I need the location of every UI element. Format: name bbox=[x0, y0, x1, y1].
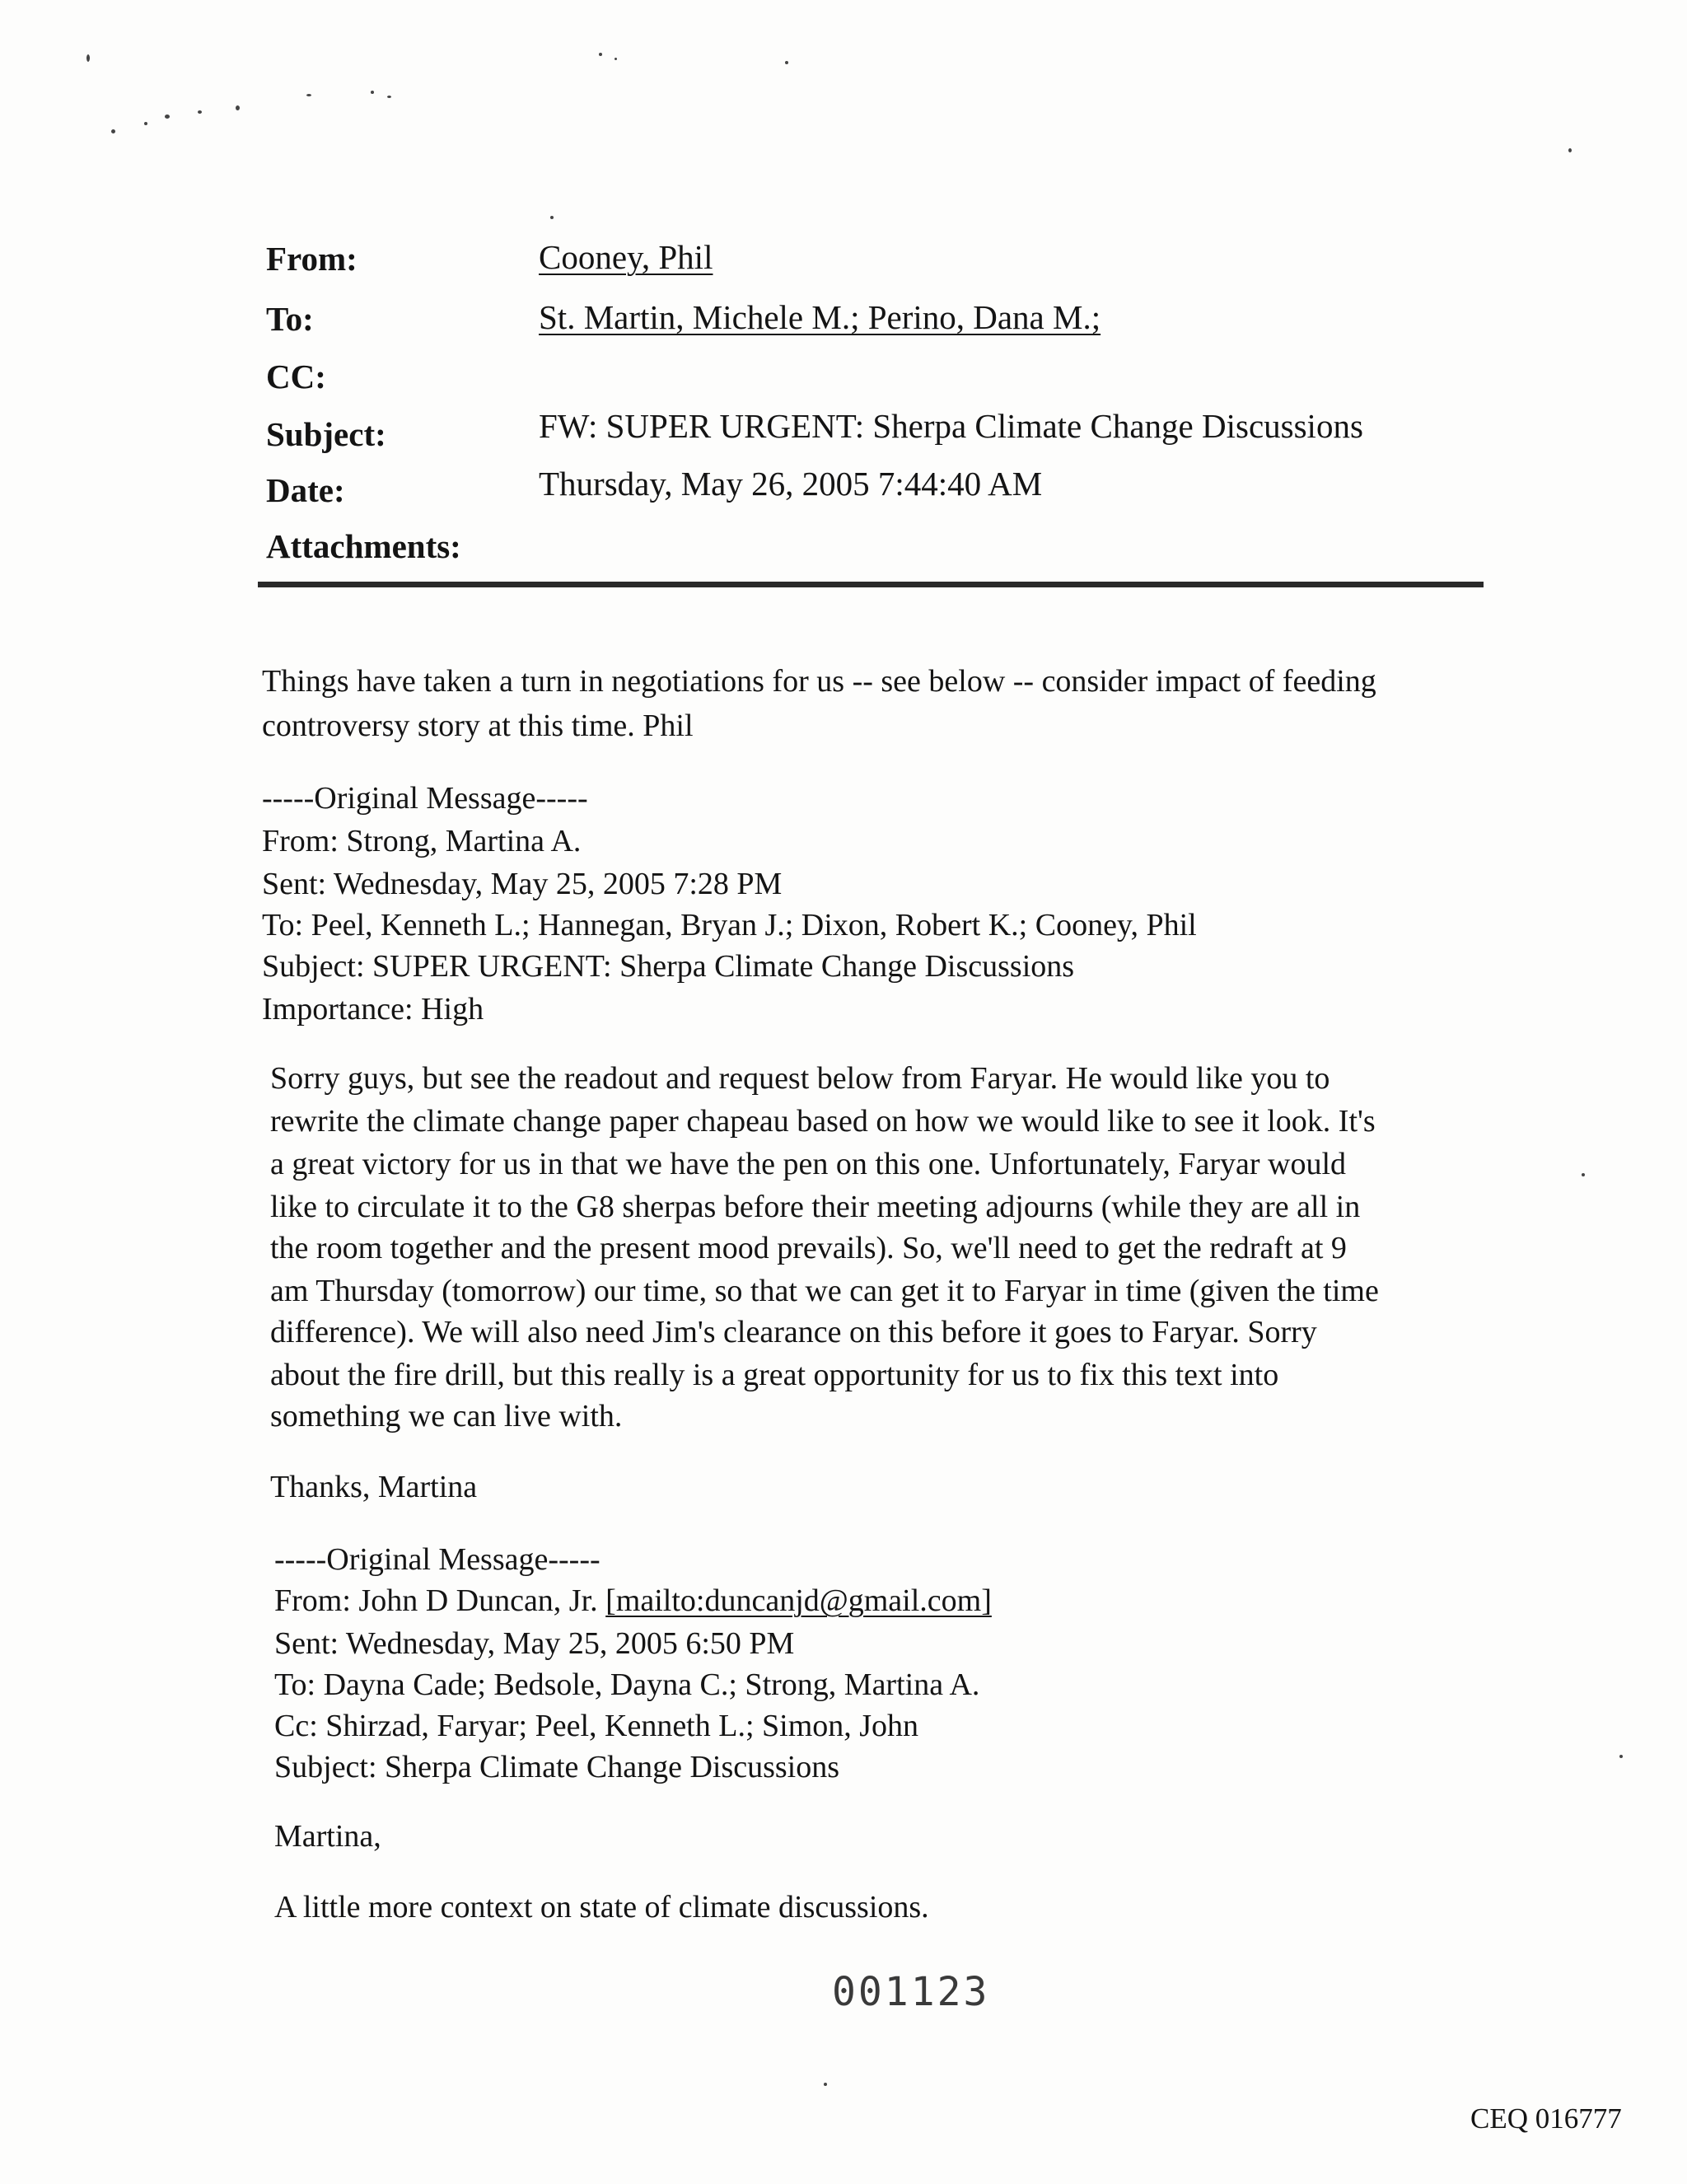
date-value: Thursday, May 26, 2005 7:44:40 AM bbox=[539, 465, 1043, 503]
context-line: A little more context on state of climate discussions. bbox=[274, 1890, 929, 1924]
body-line: difference). We will also need Jim's clearance on this before it goes to Faryar. Sorry bbox=[270, 1315, 1317, 1349]
original2-from bbox=[274, 1585, 992, 1616]
subject-value: FW: SUPER URGENT: Sherpa Climate Change Discussions bbox=[539, 407, 1363, 445]
scan-speck bbox=[198, 110, 202, 114]
scan-speck bbox=[824, 2083, 827, 2086]
cc-label: CC: bbox=[266, 358, 326, 395]
scan-speck bbox=[550, 216, 554, 219]
date-label: Date: bbox=[266, 471, 345, 509]
scan-speck bbox=[86, 54, 90, 62]
scan-speck bbox=[1619, 1755, 1623, 1758]
original2-from-prefix: From: John D Duncan, Jr. bbox=[274, 1583, 606, 1618]
original1-subject: Subject: SUPER URGENT: Sherpa Climate Change Discussions bbox=[262, 949, 1075, 984]
original2-to: To: Dayna Cade; Bedsole, Dayna C.; Strong, Martina A. bbox=[274, 1667, 980, 1702]
original1-to: To: Peel, Kenneth L.; Hannegan, Bryan J.; Dixon, Robert K.; Cooney, Phil bbox=[262, 908, 1197, 942]
signoff: Thanks, Martina bbox=[270, 1470, 478, 1504]
scan-speck bbox=[306, 94, 311, 96]
attachments-label: Attachments: bbox=[266, 527, 461, 565]
intro-line: Things have taken a turn in negotiations for us -- see below -- consider impact of feeding bbox=[262, 664, 1376, 699]
mailto-link[interactable]: [mailto:duncanjd@gmail.com] bbox=[605, 1583, 992, 1618]
body-line: about the fire drill, but this really is a great opportunity for us to fix this text into bbox=[270, 1358, 1279, 1392]
page-number-stamp: 001123 bbox=[832, 1969, 990, 2015]
original1-from: From: Strong, Martina A. bbox=[262, 824, 582, 858]
original1-sent: Sent: Wednesday, May 25, 2005 7:28 PM bbox=[262, 867, 783, 901]
original-message-divider: -----Original Message----- bbox=[262, 781, 588, 816]
bates-number: CEQ 016777 bbox=[1470, 2102, 1622, 2135]
header-divider-rule bbox=[258, 582, 1484, 587]
body-line: am Thursday (tomorrow) our time, so that we can get it to Faryar in time (given the time bbox=[270, 1274, 1379, 1308]
greeting: Martina, bbox=[274, 1819, 381, 1854]
scan-speck bbox=[785, 61, 788, 64]
scan-speck bbox=[236, 105, 240, 110]
scan-speck bbox=[615, 58, 617, 60]
scan-speck bbox=[165, 115, 170, 119]
original2-cc: Cc: Shirzad, Faryar; Peel, Kenneth L.; Simon, John bbox=[274, 1709, 919, 1743]
body-line: rewrite the climate change paper chapeau based on how we would like to see it look. It's bbox=[270, 1104, 1376, 1139]
scan-speck bbox=[1582, 1173, 1585, 1176]
original1-importance: Importance: High bbox=[262, 992, 484, 1027]
body-line: the room together and the present mood prevails). So, we'll need to get the redraft at 9 bbox=[270, 1231, 1347, 1265]
original2-sent: Sent: Wednesday, May 25, 2005 6:50 PM bbox=[274, 1626, 795, 1661]
to-value: St. Martin, Michele M.; Perino, Dana M.; bbox=[539, 298, 1101, 336]
body-line: something we can live with. bbox=[270, 1399, 623, 1433]
body-line: like to circulate it to the G8 sherpas before their meeting adjourns (while they are all in bbox=[270, 1190, 1361, 1224]
original2-subject: Subject: Sherpa Climate Change Discussions bbox=[274, 1750, 840, 1784]
original-message-divider: -----Original Message----- bbox=[274, 1542, 600, 1577]
scan-speck bbox=[599, 53, 602, 56]
subject-label: Subject: bbox=[266, 415, 386, 453]
body-line: a great victory for us in that we have the pen on this one. Unfortunately, Faryar would bbox=[270, 1147, 1347, 1181]
from-label: From: bbox=[266, 240, 357, 278]
body-line: Sorry guys, but see the readout and request below from Faryar. He would like you to bbox=[270, 1061, 1330, 1096]
scan-speck bbox=[111, 129, 115, 133]
scan-speck bbox=[371, 91, 374, 94]
scan-speck bbox=[1568, 148, 1572, 152]
intro-line: controversy story at this time. Phil bbox=[262, 709, 694, 743]
scan-speck bbox=[144, 122, 147, 125]
scan-speck bbox=[387, 96, 391, 98]
from-value: Cooney, Phil bbox=[539, 238, 713, 276]
to-label: To: bbox=[266, 300, 314, 338]
